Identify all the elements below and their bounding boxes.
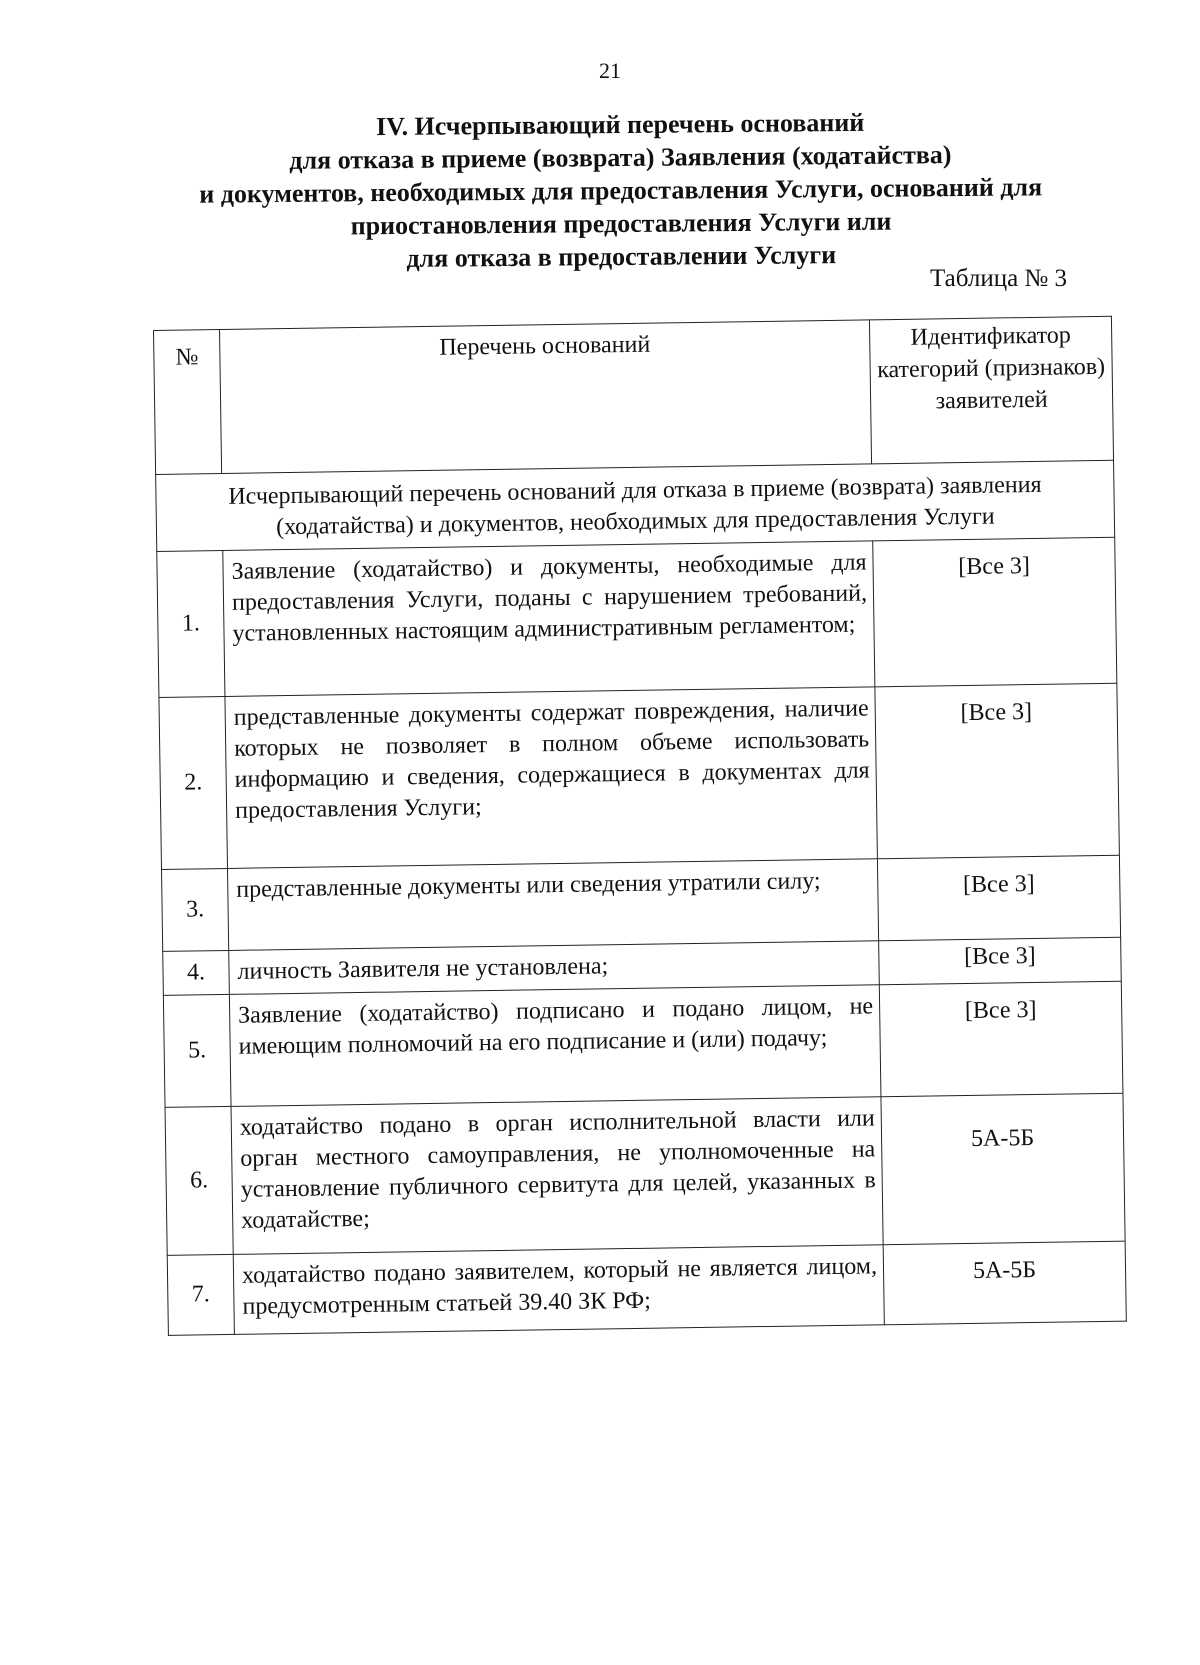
row-number: 7. [167,1254,234,1335]
row-number: 1. [157,550,225,697]
table-row [157,537,1117,697]
page-number: 21 [599,58,621,83]
table-header-row [154,316,1114,474]
row-identifier: 5А-5Б [881,1093,1125,1245]
section-title: Исчерпывающий перечень оснований для отказа в приеме (возврата) заявления (ходатайства) и документов, необходимых для предоставления Услуги [156,460,1115,551]
heading-line: для отказа в приеме (возврата) Заявления (ходатайства) [289,140,952,175]
row-text: личность Заявителя не установлена; [229,941,880,995]
row-text: Заявление (ходатайство) и документы, необходимые для предоставления Услуги, поданы с нарушением требований, установленных настоящим административным регламентом; [223,541,875,697]
row-number: 4. [163,950,230,995]
row-text: Заявление (ходатайство) подписано и подано лицом, не имеющим полномочий на его подписание и (или) подачу; [229,985,881,1107]
heading-line: и документов, необходимых для предоставления Услуги, оснований для [199,172,1043,209]
row-text: представленные документы или сведения утратили силу; [227,859,878,951]
heading-line: для отказа в предоставлении Услуги [406,240,837,273]
row-identifier: [Все 3] [875,683,1120,859]
table-row [159,683,1119,869]
row-identifier: [Все 3] [877,855,1120,941]
section-row [156,460,1115,551]
header-number: № [154,330,222,475]
table-row [167,1241,1126,1335]
row-identifier: 5А-5Б [883,1241,1126,1325]
row-text: ходатайство подано в орган исполнительной власти или орган местного самоуправления, не уполномоченные на установление публичного сервитута для целей, указанных в ходатайстве; [231,1097,883,1255]
row-identifier: [Все 3] [879,937,1122,985]
table-row [163,981,1123,1107]
table-row [162,855,1121,951]
table-label: Таблица № 3 [930,265,1068,292]
heading-line: IV. Исчерпывающий перечень оснований [375,107,865,142]
header-reasons: Перечень оснований [220,320,872,474]
row-text: представленные документы содержат повреждения, наличие которых не позволяет в полном объеме использовать информацию и сведения, содержащиеся в документах для предоставления Услуги; [225,687,877,869]
header-identifier: Идентификатор категорий (признаков) заявителей [869,316,1113,464]
row-number: 6. [165,1106,233,1255]
row-identifier: [Все 3] [879,981,1123,1097]
row-number: 2. [159,696,228,869]
row-number: 3. [162,868,229,951]
table-container [153,316,1126,1336]
row-identifier: [Все 3] [873,537,1117,687]
row-number: 5. [163,994,231,1107]
row-text: ходатайство подано заявителем, который не является лицом, предусмотренным статьей 39.40 ЗК РФ; [233,1245,884,1335]
heading-line: приостановления предоставления Услуги или [350,206,892,241]
grounds-table [153,316,1127,1336]
section-heading [140,104,1101,277]
table-row [165,1093,1125,1255]
